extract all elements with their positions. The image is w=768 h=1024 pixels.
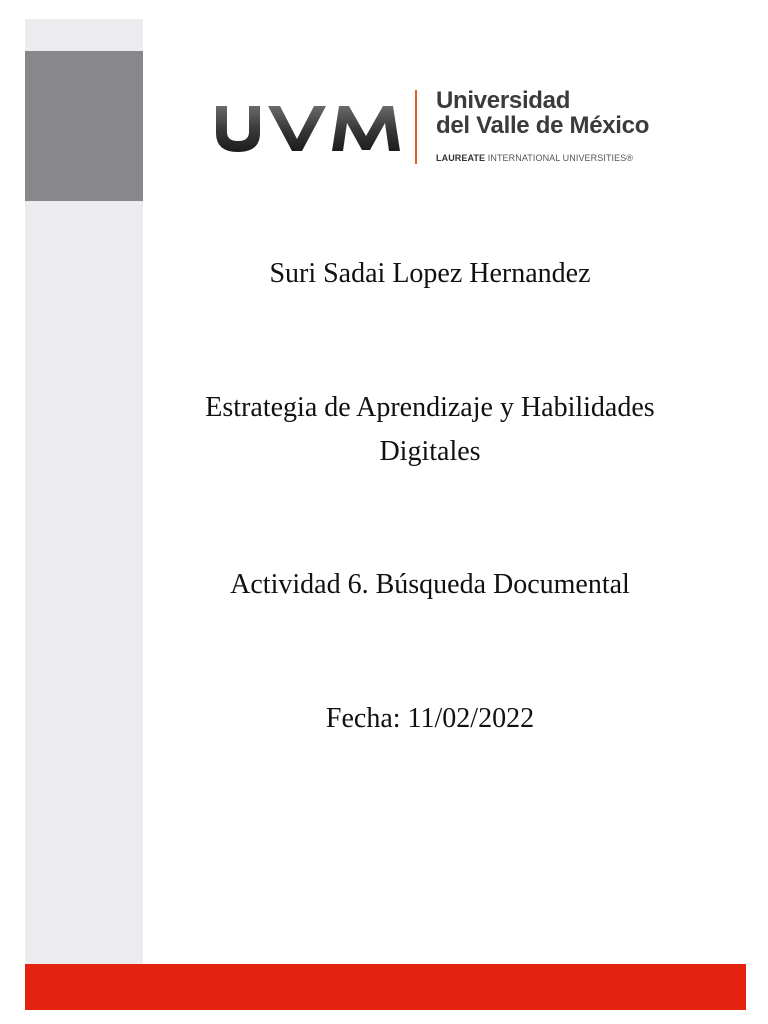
course-title-line1: Estrategia de Aprendizaje y Habilidades	[205, 392, 655, 423]
course-title-line2: Digitales	[379, 436, 481, 467]
side-block	[25, 51, 143, 201]
activity-title: Actividad 6. Búsqueda Documental	[230, 569, 630, 600]
logo-tagline	[436, 153, 633, 163]
author-name: Suri Sadai Lopez Hernandez	[269, 258, 591, 289]
uvm-logo-mark	[214, 102, 404, 154]
logo-divider	[415, 90, 417, 164]
uvm-logo	[212, 84, 682, 174]
university-name-line2: del Valle de México	[436, 112, 650, 139]
course-title	[150, 386, 710, 474]
bottom-accent-bar	[25, 964, 746, 1010]
document-date: Fecha: 11/02/2022	[325, 703, 535, 734]
tagline-bold: LAUREATE	[436, 153, 486, 163]
tagline-rest: INTERNATIONAL UNIVERSITIES®	[485, 153, 634, 163]
university-name-line1: Universidad	[436, 87, 571, 114]
university-name	[436, 88, 649, 138]
